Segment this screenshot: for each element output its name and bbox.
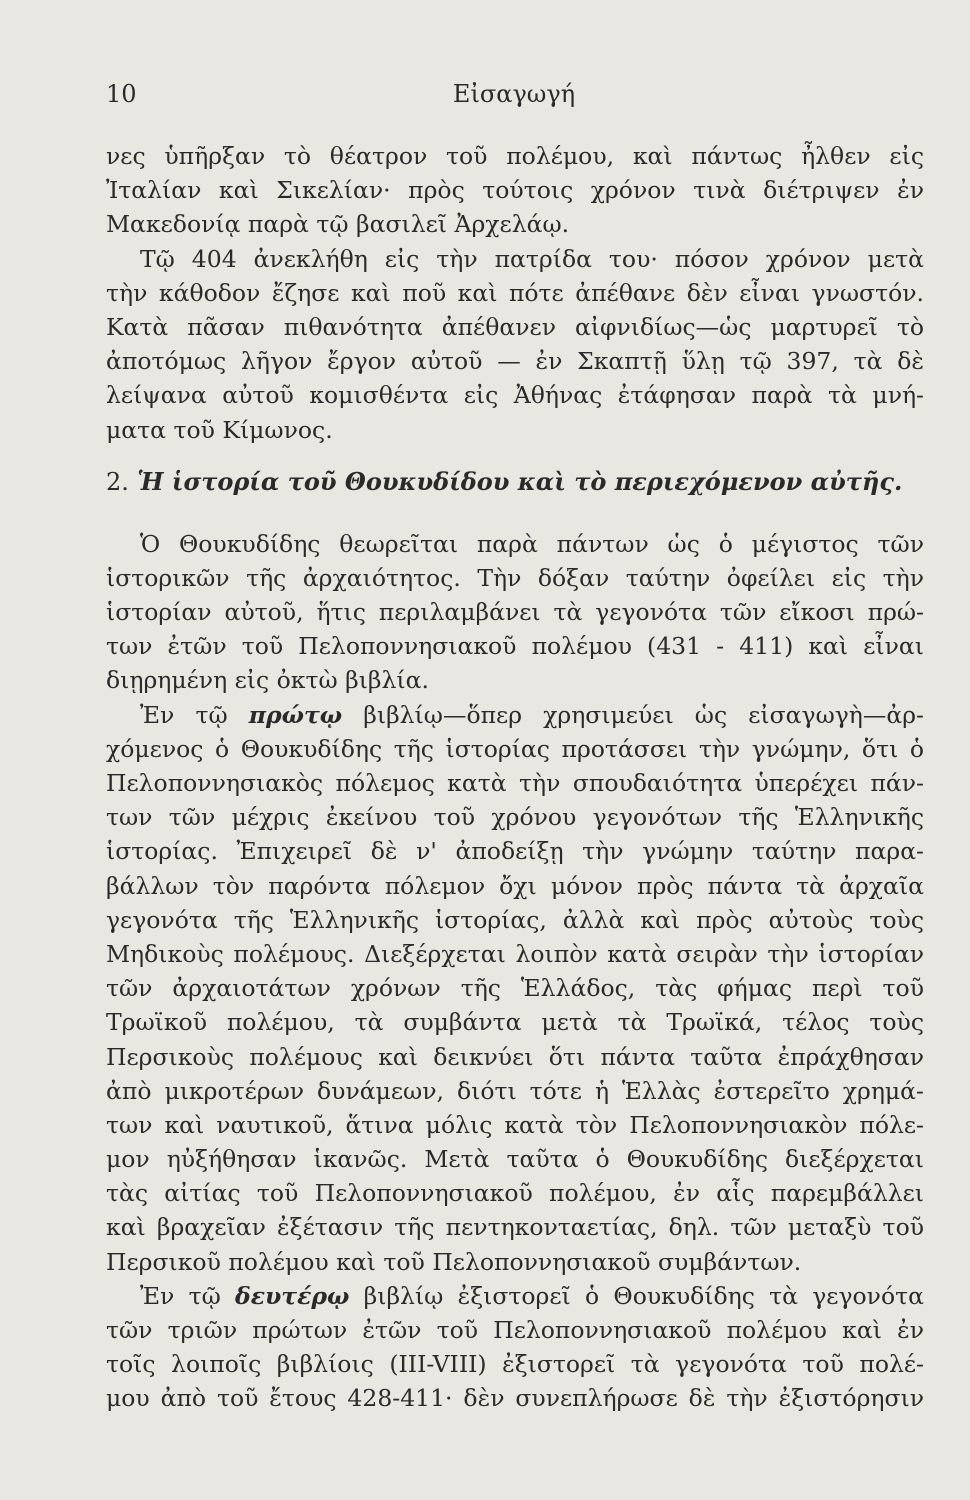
text-line: Ἰταλίαν καὶ Σικελίαν· πρὸς τούτοις χρόνον τινὰ διέτριψεν ἐν — [106, 176, 924, 205]
text-line: Πελοποννησιακὸς πόλεμος κατὰ τὴν σπουδαιότητα ὑπερέχει πάν- — [106, 769, 924, 797]
text-line: νες ὑπῆρξαν τὸ θέατρον τοῦ πολέμου, καὶ πάντως ἦλθεν εἰς — [106, 142, 924, 170]
text-line: των καὶ ναυτικοῦ, ἅτινα μόλις κατὰ τὸν Πελοποννησιακὸν πόλε- — [106, 1110, 924, 1139]
text-line: των τῶν μέχρις ἐκείνου τοῦ χρόνου γεγονότων τῆς Ἑλληνικῆς — [106, 803, 924, 832]
text-line: μου ἀπὸ τοῦ ἔτους 428-411· δὲν συνεπλήρωσε δὲ τὴν ἐξιστόρησιν — [106, 1384, 924, 1413]
text-line: ἱστορίας. Ἐπιχειρεῖ δὲ ν' ἀποδείξῃ τὴν γνώμην ταύτην παρα- — [106, 837, 924, 866]
text-line: των ἐτῶν τοῦ Πελοποννησιακοῦ πολέμου (431 - 411) καὶ εἶναι — [106, 632, 924, 661]
text-line: καὶ βραχεῖαν ἐξέτασιν τῆς πεντηκονταετίας, δηλ. τῶν μεταξὺ τοῦ — [106, 1213, 924, 1242]
inline-text: βιβλίῳ ἐξιστορεῖ ὁ Θουκυδίδης τὰ γεγονότα — [363, 1281, 924, 1310]
text-line: Μηδικοὺς πολέμους. Διεξέρχεται λοιπὸν κατὰ σειρὰν τὴν ἱστορίαν — [106, 939, 924, 968]
text-line: Περσικοὺς πολέμους καὶ δεικνύει ὅτι πάντα ταῦτα ἐπράχθησαν — [106, 1042, 924, 1071]
text-line: ἱστορίαν αὐτοῦ, ἥτις περιλαμβάνει τὰ γεγονότα τῶν εἴκοσι πρώ- — [106, 598, 924, 627]
text-line: τὰς αἰτίας τοῦ Πελοποννησιακοῦ πολέμου, ἐν αἷς παρεμβάλλει — [106, 1179, 924, 1208]
text-line: τοῖς λοιποῖς βιβλίοις (III-VIII) ἐξιστορεῖ τὰ γεγονότα τοῦ πολέ- — [106, 1350, 924, 1379]
inline-text: Ἐν τῷ — [140, 700, 228, 729]
text-line: ἀποτόμως λῆγον ἔργον αὐτοῦ — ἐν Σκαπτῇ ὕλῃ τῷ 397, τὰ δὲ — [106, 347, 924, 376]
text-line: διῃρημένη εἰς ὀκτὼ βιβλία. — [106, 666, 429, 695]
text-line: χόμενος ὁ Θουκυδίδης τῆς ἱστορίας προτάσσει τὴν γνώμην, ὅτι ὁ — [106, 734, 924, 763]
text-line: τῶν ἀρχαιοτάτων χρόνων τῆς Ἑλλάδος, τὰς φήμας περὶ τοῦ — [106, 974, 924, 1003]
emphasis-second: δευτέρῳ — [235, 1281, 350, 1310]
running-head — [106, 80, 922, 114]
emphasis-first: πρώτῳ — [248, 700, 343, 729]
text-line: Τῷ 404 ἀνεκλήθη εἰς τὴν πατρίδα του· πόσον χρόνον μετὰ — [140, 244, 924, 273]
text-line: βάλλων τὸν παρόντα πόλεμον ὄχι μόνον πρὸς πάντα τὰ ἀρχαῖα — [106, 871, 924, 900]
page-number: 10 — [106, 80, 137, 108]
text-line: Ὁ Θουκυδίδης θεωρεῖται παρὰ πάντων ὡς ὁ μέγιστος τῶν — [140, 529, 924, 558]
text-line: τὴν κάθοδον ἔζησε καὶ ποῦ καὶ πότε ἀπέθανε δὲν εἶναι γνωστόν. — [106, 278, 924, 307]
body-text — [106, 139, 924, 1416]
inline-text: Ἐν τῷ — [140, 1281, 221, 1310]
text-line: γεγονότα τῆς Ἑλληνικῆς ἱστορίας, ἀλλὰ καὶ πρὸς αὐτοὺς τοὺς — [106, 905, 924, 934]
text-line: ἱστορικῶν τῆς ἀρχαιότητος. Τὴν δόξαν ταύτην ὀφείλει εἰς τὴν — [106, 563, 924, 592]
text-line: Τρωϊκοῦ πολέμου, τὰ συμβάντα μετὰ τὰ Τρωϊκά, τέλος τοὺς — [106, 1008, 924, 1037]
text-line: ἀπὸ μικροτέρων δυνάμεων, διότι τότε ἡ Ἑλλὰς ἐστερεῖτο χρημά- — [106, 1076, 924, 1105]
heading-gap — [106, 509, 924, 527]
text-line — [106, 1279, 924, 1313]
text-line: τῶν τριῶν πρώτων ἐτῶν τοῦ Πελοποννησιακοῦ πολέμου καὶ ἐν — [106, 1316, 924, 1344]
section-number: 2. — [106, 467, 129, 496]
text-line: Κατὰ πᾶσαν πιθανότητα ἀπέθανεν αἰφνιδίως—ὡς μαρτυρεῖ τὸ — [106, 312, 924, 341]
inline-text: βιβλίῳ—ὅπερ χρησιμεύει ὡς εἰσαγωγὴ—ἀρ- — [363, 700, 924, 729]
text-line: μον ηὐξήθησαν ἱκανῶς. Μετὰ ταῦτα ὁ Θουκυδίδης διεξέρχεται — [106, 1145, 924, 1174]
running-title: Εἰσαγωγή — [452, 80, 576, 108]
section-gap — [106, 447, 924, 461]
text-line: λείψανα αὐτοῦ κομισθέντα εἰς Ἀθήνας ἐτάφησαν παρὰ τὰ μνή- — [106, 381, 924, 410]
section-heading — [106, 461, 924, 509]
section-title: Ἡ ἱστορία τοῦ Θουκυδίδου καὶ τὸ περιεχόμενον αὐτῆς. — [137, 466, 903, 496]
text-line: Περσικοῦ πολέμου καὶ τοῦ Πελοποννησιακοῦ συμβάντων. — [106, 1247, 802, 1276]
text-line: Μακεδονίᾳ παρὰ τῷ βασιλεῖ Ἀρχελάῳ. — [106, 210, 570, 239]
text-line: ματα τοῦ Κίμωνος. — [106, 415, 333, 444]
text-line — [106, 698, 924, 732]
